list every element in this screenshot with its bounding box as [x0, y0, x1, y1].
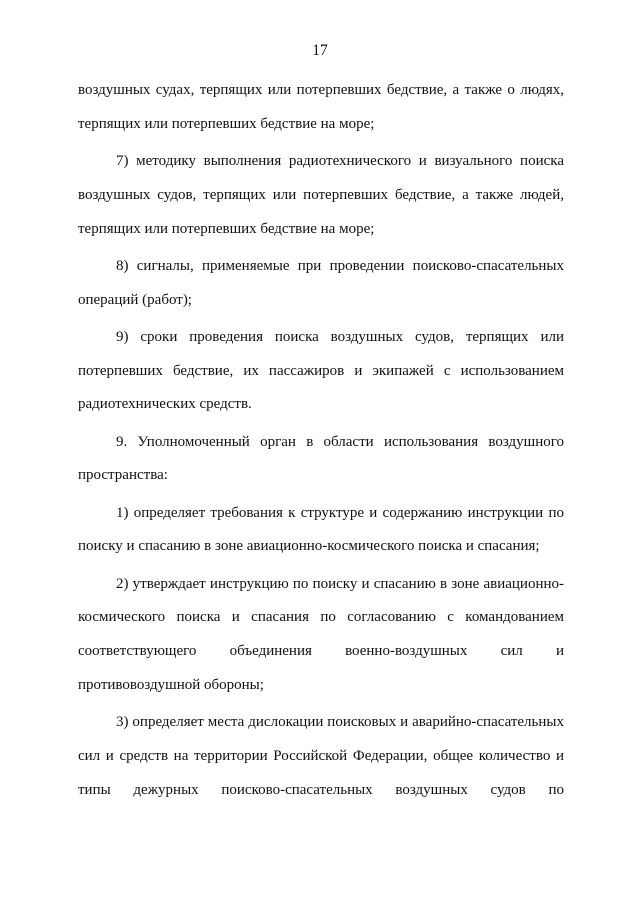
paragraph-item-8: 8) сигналы, применяемые при проведении поисково-спасательных операций (работ);	[78, 257, 564, 308]
paragraph-continuation: воздушных судах, терпящих или потерпевших бедствие, а также о людях, терпящих или потерпевших бедствие на море;	[78, 82, 564, 132]
page-number: 17	[312, 42, 328, 59]
paragraph-item-9: 9) сроки проведения поиска воздушных судов, терпящих или потерпевших бедствие, их пассажиров и экипажей с использованием радиотехнических средств.	[78, 328, 564, 413]
paragraph-subitem-1: 1) определяет требования к структуре и содержанию инструкции по поиску и спасанию в зоне авиационно-космического поиска и спасания;	[78, 504, 564, 555]
paragraph-subitem-2: 2) утверждает инструкцию по поиску и спасанию в зоне авиационно-космического поиска и спасания по согласованию с командованием соответствующего объединения военно-воздушных сил и противовоздушной обороны;	[78, 575, 564, 693]
paragraph-subitem-3: 3) определяет места дислокации поисковых и аварийно-спасательных сил и средств на территории Российской Федерации, общее количество и типы дежурных поисково-спасательных воздушных судов по	[78, 714, 564, 798]
paragraph-section-9: 9. Уполномоченный орган в области использования воздушного пространства:	[78, 433, 564, 484]
document-body	[78, 74, 564, 811]
paragraph-item-7: 7) методику выполнения радиотехнического и визуального поиска воздушных судов, терпящих или потерпевших бедствие, а также людей, терпящих или потерпевших бедствие на море;	[78, 152, 564, 237]
